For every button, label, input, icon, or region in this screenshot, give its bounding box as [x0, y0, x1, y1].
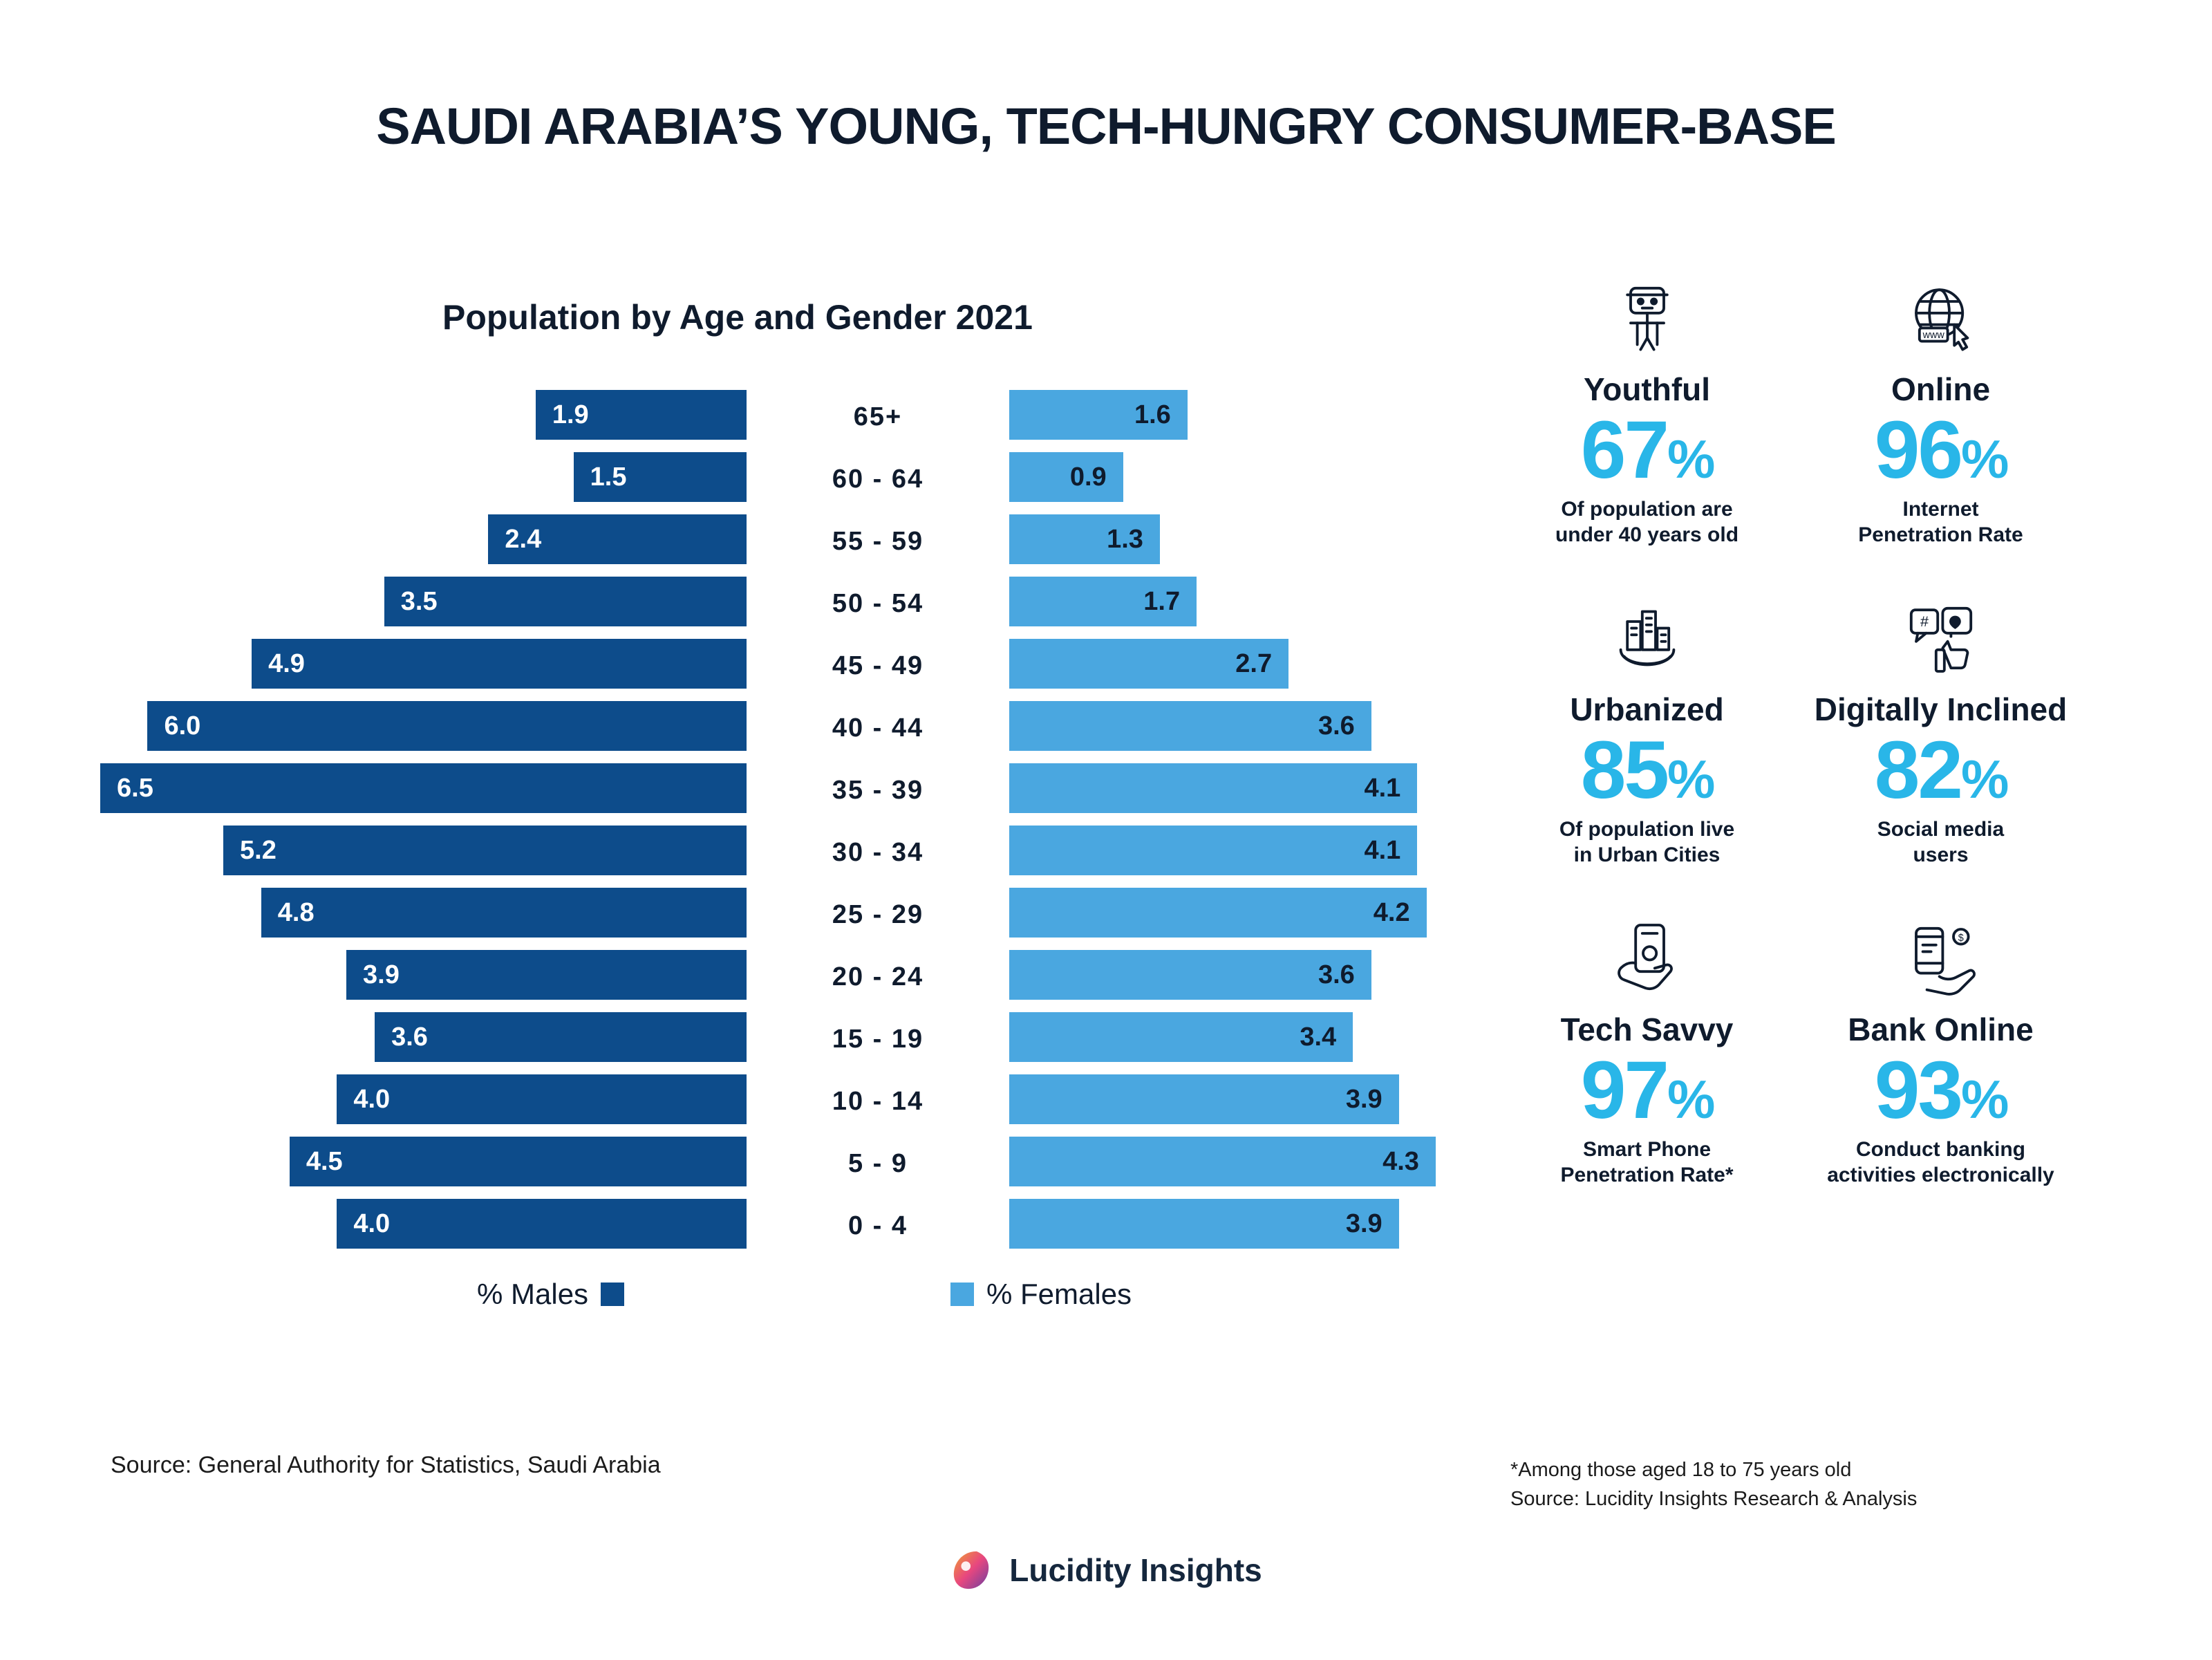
male-bar: [252, 639, 747, 689]
age-group-label: 0 - 4: [847, 1211, 908, 1240]
male-value-label: 1.5: [590, 462, 627, 492]
female-bar: [1009, 1074, 1399, 1124]
male-bar: [337, 1074, 747, 1124]
male-value-label: 3.5: [400, 586, 438, 616]
female-bar-zone: [1009, 572, 1417, 635]
male-bar: [290, 1137, 747, 1186]
age-group-label: 30 - 34: [832, 837, 924, 867]
brand-name: Lucidity Insights: [1009, 1552, 1262, 1588]
female-bar-zone: [1009, 635, 1417, 697]
male-bar-zone: [83, 1132, 747, 1195]
male-bar-zone: [83, 386, 747, 448]
female-bar: [1009, 1012, 1353, 1062]
stat-card-urbanized: [1507, 590, 1787, 868]
female-bar-zone: [1009, 386, 1417, 448]
chart-title: Population by Age and Gender 2021: [442, 298, 1033, 337]
stat-name: Bank Online: [1848, 1011, 2034, 1047]
female-value-label: 3.6: [1318, 711, 1355, 740]
male-value-label: 6.0: [164, 711, 201, 740]
female-bar-zone: [1009, 510, 1417, 572]
male-value-label: 3.9: [363, 960, 400, 989]
female-bar: [1009, 577, 1197, 626]
male-value-label: 3.6: [391, 1022, 428, 1052]
pyramid-row: [83, 697, 1417, 759]
age-group-label: 10 - 14: [832, 1086, 924, 1116]
male-bar: [346, 950, 747, 1000]
female-bar-zone: [1009, 759, 1417, 821]
male-bar: [375, 1012, 747, 1062]
male-bar: [337, 1199, 747, 1249]
footnote: *Among those aged 18 to 75 years old Source: Lucidity Insights Research & Analysis: [1510, 1459, 1918, 1511]
stat-card-bank-online: [1801, 910, 2081, 1188]
age-group-label: 65+: [853, 402, 903, 431]
stat-value-percent-sign: %: [1667, 1068, 1714, 1130]
age-group-label: 15 - 19: [832, 1024, 924, 1054]
male-bar-zone: [83, 510, 747, 572]
male-bar-zone: [83, 759, 747, 821]
female-bar: [1009, 1137, 1436, 1186]
page-title: SAUDI ARABIA’S YOUNG, TECH-HUNGRY CONSUMER-BASE: [376, 97, 1836, 155]
female-value-label: 4.3: [1382, 1146, 1419, 1176]
female-bar: [1009, 826, 1417, 875]
male-bar-zone: [83, 635, 747, 697]
stat-value-number: 96: [1874, 404, 1961, 496]
male-value-label: 4.9: [268, 649, 305, 678]
stat-value: [1507, 404, 1787, 496]
stat-description: Internet Penetration Rate: [1858, 497, 2023, 547]
male-bar-zone: [83, 1008, 747, 1070]
male-bar: [223, 826, 747, 875]
female-value-label: 3.9: [1345, 1084, 1382, 1114]
pyramid-row: [83, 884, 1417, 946]
male-bar-zone: [83, 1070, 747, 1132]
legend-label-females: % Females: [986, 1278, 1132, 1310]
stat-value-number: 67: [1580, 404, 1667, 496]
female-bar: [1009, 514, 1160, 564]
stats-grid: [1507, 270, 2081, 1188]
globe-www-icon: [1801, 270, 2081, 366]
female-bar: [1009, 763, 1417, 813]
mobile-banking-icon: [1801, 910, 2081, 1007]
stat-value-number: 85: [1580, 724, 1667, 816]
chart-legend: [83, 1271, 1417, 1333]
male-value-label: 1.9: [552, 400, 589, 429]
pyramid-row: [83, 1008, 1417, 1070]
stat-description: Conduct banking activities electronically: [1827, 1137, 2054, 1187]
stat-name: Youthful: [1583, 371, 1711, 407]
male-bar: [488, 514, 747, 564]
female-value-label: 1.7: [1143, 586, 1181, 616]
female-bar: [1009, 701, 1371, 751]
male-bar: [536, 390, 747, 440]
female-value-label: 3.6: [1318, 960, 1355, 989]
female-bar-zone: [1009, 946, 1417, 1008]
female-bar: [1009, 888, 1427, 938]
stat-value: [1801, 404, 2081, 496]
svg-text:#: #: [1920, 613, 1929, 631]
age-group-label: 5 - 9: [847, 1148, 908, 1178]
male-value-label: 5.2: [240, 835, 276, 865]
pyramid-row: [83, 1195, 1417, 1257]
female-bar-zone: [1009, 884, 1417, 946]
male-bar-zone: [83, 884, 747, 946]
female-value-label: 4.1: [1364, 835, 1401, 865]
female-value-label: 4.2: [1373, 897, 1410, 927]
pyramid-row: [83, 1132, 1417, 1195]
stat-value-number: 93: [1874, 1044, 1961, 1136]
legend-item-females: [950, 1278, 1132, 1311]
pyramid-row: [83, 572, 1417, 635]
stat-value-number: 82: [1874, 724, 1961, 816]
stat-card-online: [1801, 270, 2081, 548]
male-value-label: 4.5: [306, 1146, 343, 1176]
legend-label-males: % Males: [477, 1278, 589, 1310]
city-globe-icon: [1507, 590, 1787, 687]
stat-name: Digitally Inclined: [1814, 691, 2068, 727]
age-group-label: 20 - 24: [832, 962, 924, 991]
pyramid-row: [83, 510, 1417, 572]
male-value-label: 4.0: [353, 1084, 391, 1114]
female-value-label: 1.6: [1134, 400, 1171, 429]
female-bar-zone: [1009, 1008, 1417, 1070]
age-group-label: 25 - 29: [832, 899, 924, 929]
stat-card-digitally-inclined: [1801, 590, 2081, 868]
chart-source: Source: General Authority for Statistics, Saudi Arabia: [111, 1452, 661, 1478]
stat-value: [1507, 1044, 1787, 1136]
female-value-label: 2.7: [1235, 649, 1273, 678]
female-bar-zone: [1009, 821, 1417, 884]
stat-name: Online: [1891, 371, 1991, 407]
stat-value: [1801, 724, 2081, 816]
male-bar-zone: [83, 697, 747, 759]
stat-card-youthful: [1507, 270, 1787, 548]
male-bar: [574, 452, 747, 502]
age-group-label: 35 - 39: [832, 775, 924, 805]
pyramid-row: [83, 759, 1417, 821]
female-bar-zone: [1009, 1070, 1417, 1132]
age-group-label: 50 - 54: [832, 588, 924, 618]
female-bar-zone: [1009, 697, 1417, 759]
age-group-label: 55 - 59: [832, 526, 924, 556]
stat-value: [1507, 724, 1787, 816]
pyramid-row: [83, 946, 1417, 1008]
lucidity-logo-icon: [950, 1549, 993, 1592]
male-value-label: 6.5: [117, 773, 153, 803]
stat-card-tech-savvy: [1507, 910, 1787, 1188]
legend-item-males: [477, 1278, 624, 1311]
pyramid-row: [83, 821, 1417, 884]
male-bar: [100, 763, 747, 813]
svg-text:www: www: [1922, 329, 1944, 341]
female-bar: [1009, 950, 1371, 1000]
person-icon: [1507, 270, 1787, 366]
age-group-label: 40 - 44: [832, 713, 924, 743]
stat-value-number: 97: [1580, 1044, 1667, 1136]
pyramid-rows: [83, 386, 1417, 1257]
social-chat-icon: [1801, 590, 2081, 687]
female-bar-zone: [1009, 448, 1417, 510]
female-bar-zone: [1009, 1132, 1417, 1195]
male-bar: [147, 701, 747, 751]
legend-swatch-males: [601, 1283, 624, 1306]
male-value-label: 4.8: [277, 897, 315, 927]
female-bar: [1009, 1199, 1399, 1249]
female-bar-zone: [1009, 1195, 1417, 1257]
male-bar-zone: [83, 572, 747, 635]
stat-description: Of population are under 40 years old: [1555, 497, 1739, 547]
male-bar-zone: [83, 1195, 747, 1257]
male-bar-zone: [83, 946, 747, 1008]
female-value-label: 4.1: [1364, 773, 1401, 803]
female-value-label: 3.9: [1345, 1209, 1382, 1238]
pyramid-row: [83, 635, 1417, 697]
female-value-label: 3.4: [1300, 1022, 1337, 1052]
brand-footer: [0, 1549, 2212, 1592]
stat-description: Social media users: [1877, 817, 2005, 867]
population-pyramid-chart: [83, 297, 1417, 1333]
legend-swatch-females: [950, 1283, 974, 1306]
pyramid-row: [83, 1070, 1417, 1132]
male-bar: [261, 888, 747, 938]
age-group-label: 60 - 64: [832, 464, 924, 494]
female-bar: [1009, 390, 1188, 440]
male-bar-zone: [83, 448, 747, 510]
stat-value-percent-sign: %: [1667, 748, 1714, 810]
male-value-label: 4.0: [353, 1209, 391, 1238]
stat-value: [1801, 1044, 2081, 1136]
stat-description: Of population live in Urban Cities: [1559, 817, 1735, 867]
stat-value-percent-sign: %: [1960, 1068, 2007, 1130]
stat-name: Urbanized: [1570, 691, 1724, 727]
svg-text:$: $: [1958, 932, 1964, 944]
male-bar: [384, 577, 747, 626]
female-value-label: 1.3: [1107, 524, 1143, 554]
female-bar: [1009, 639, 1288, 689]
hand-phone-icon: [1507, 910, 1787, 1007]
pyramid-row: [83, 386, 1417, 448]
stat-description: Smart Phone Penetration Rate*: [1560, 1137, 1734, 1187]
male-value-label: 2.4: [505, 524, 542, 554]
stat-value-percent-sign: %: [1960, 429, 2007, 489]
stat-name: Tech Savvy: [1560, 1011, 1734, 1047]
female-value-label: 0.9: [1069, 462, 1107, 492]
stat-value-percent-sign: %: [1667, 429, 1714, 489]
female-bar: [1009, 452, 1123, 502]
stat-value-percent-sign: %: [1960, 748, 2007, 810]
age-group-label: 45 - 49: [832, 651, 924, 680]
pyramid-row: [83, 448, 1417, 510]
male-bar-zone: [83, 821, 747, 884]
